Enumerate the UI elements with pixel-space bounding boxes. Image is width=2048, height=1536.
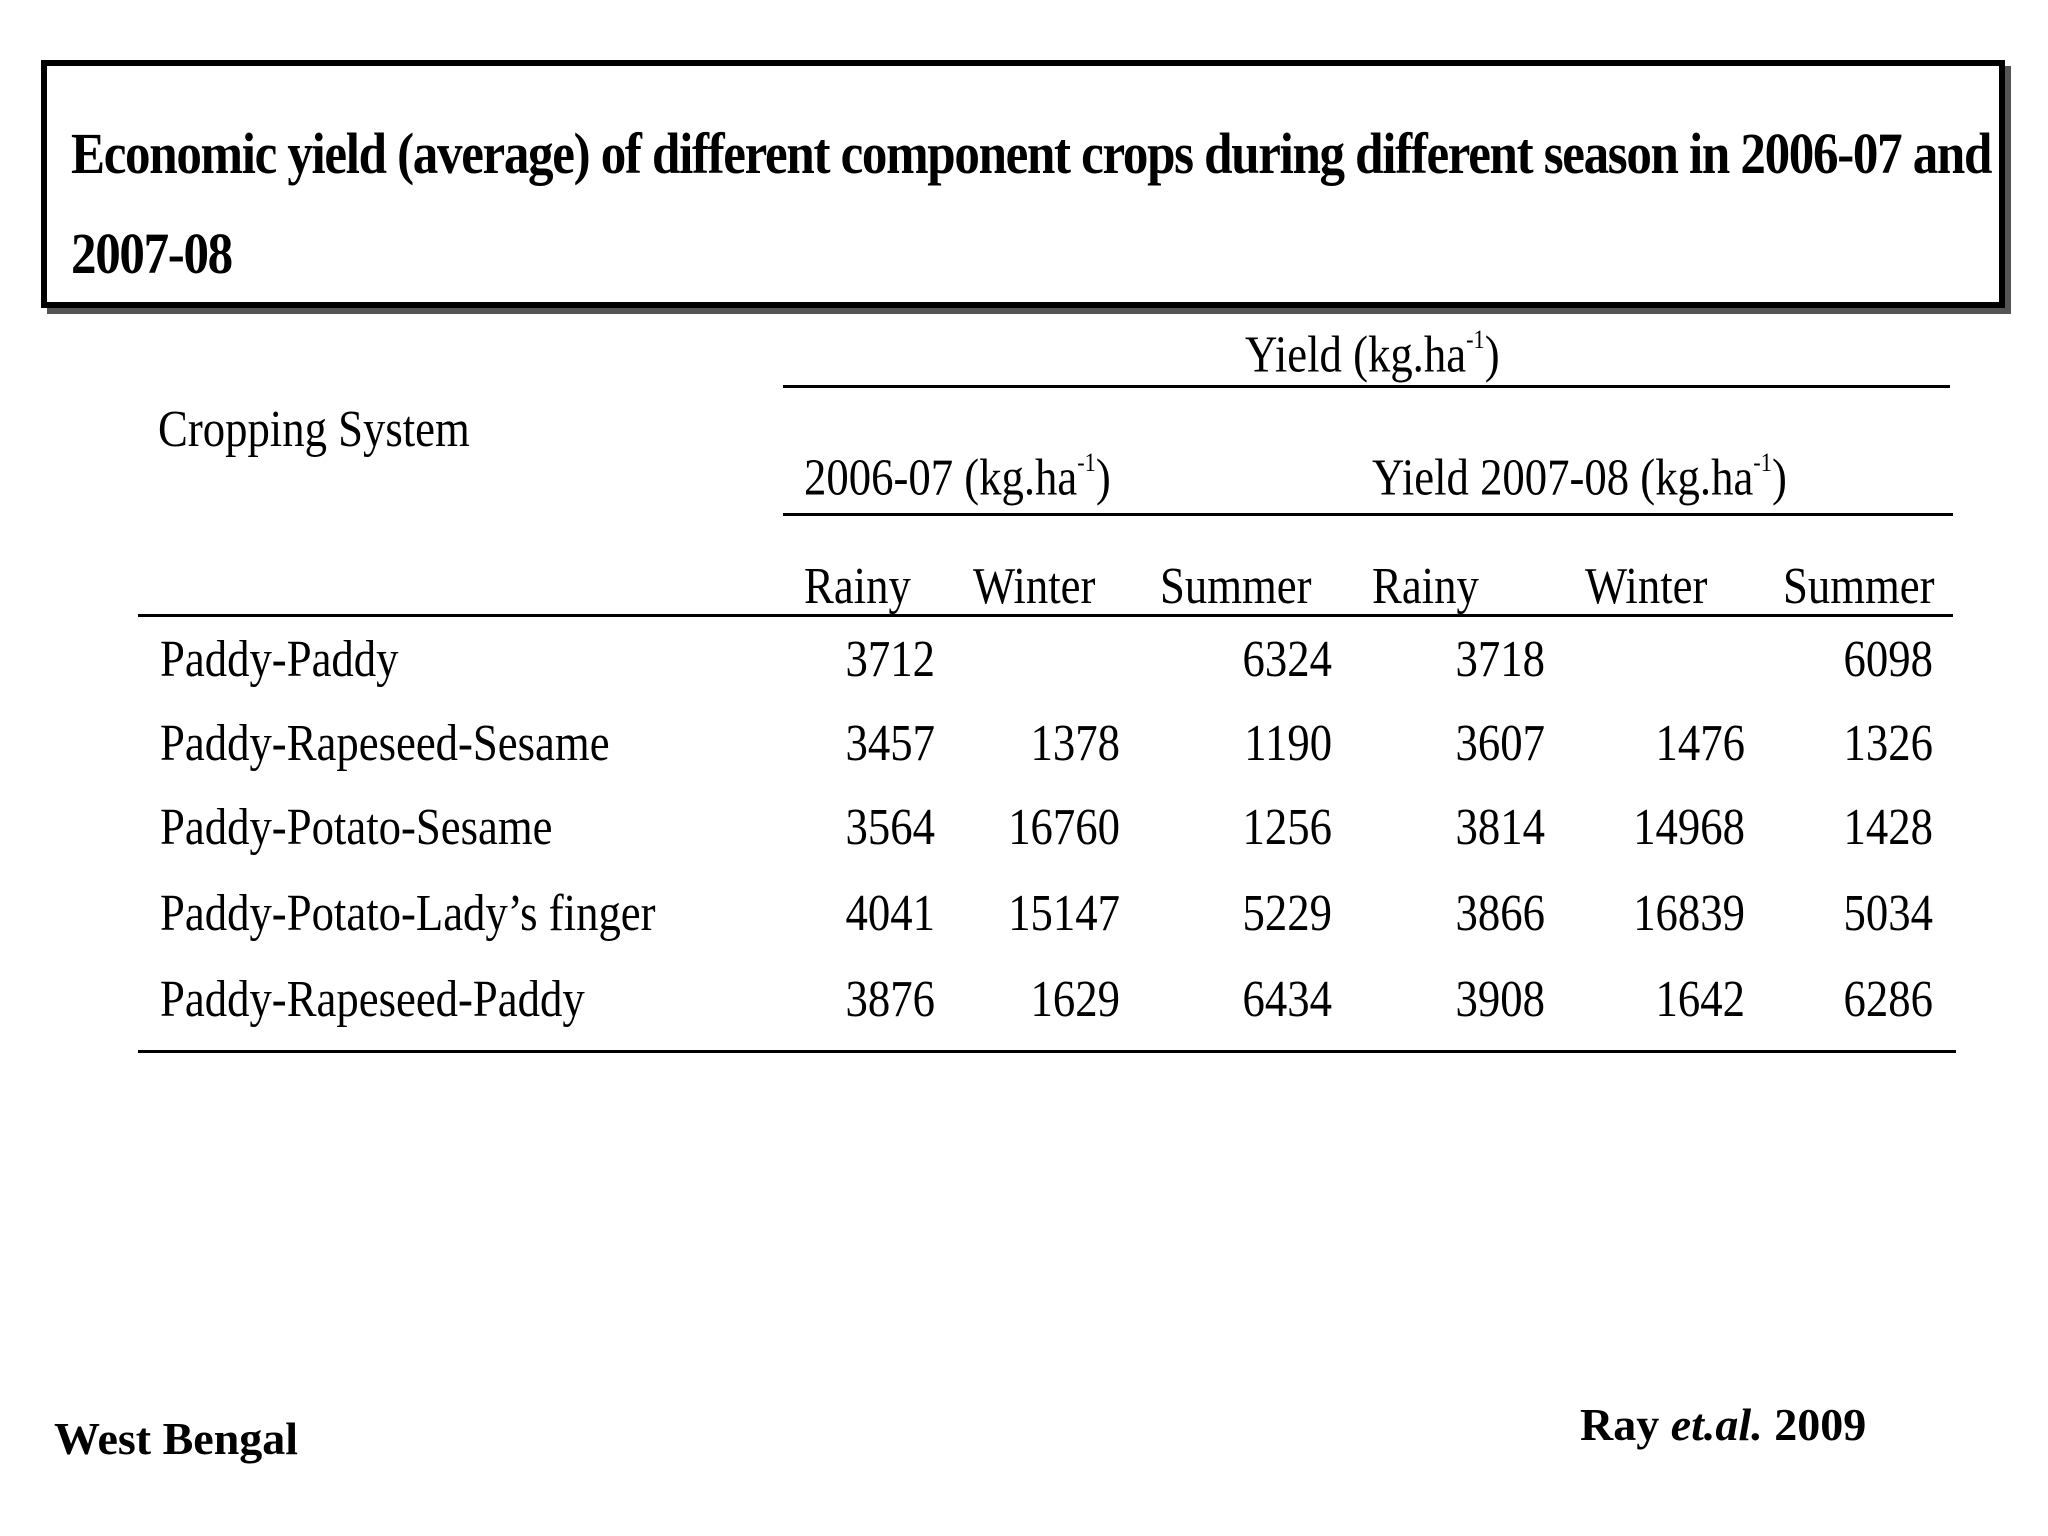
table-cell-value (1773, 630, 1933, 689)
season-header: Winter (1585, 558, 1708, 615)
yield-value: 3908 (1455, 971, 1545, 1028)
table-cell-value (1172, 884, 1332, 943)
cropping-system-name: Paddy-Rapeseed-Paddy (160, 971, 585, 1028)
region-label: West Bengal (54, 1413, 299, 1464)
yield-value: 6098 (1843, 631, 1933, 688)
yield-value: 14968 (1633, 799, 1745, 856)
year1-header-close: ) (1095, 449, 1111, 507)
table-row-label (160, 630, 437, 689)
table-cell-value (1172, 714, 1332, 773)
row-header-label: Cropping System (158, 401, 470, 458)
table-cell-value (1585, 798, 1745, 857)
table-row-label (160, 970, 654, 1029)
row-header (158, 400, 521, 459)
header-bottom-rule (138, 614, 1953, 617)
table-row-label (160, 884, 736, 943)
yield-value: 3607 (1455, 715, 1545, 772)
season-header: Winter (973, 558, 1096, 615)
yield-value: 3866 (1455, 885, 1545, 942)
table-cell-value (960, 630, 1120, 689)
year2-header (1372, 448, 1854, 507)
yield-value: 16839 (1633, 885, 1745, 942)
table-cell-value (1773, 798, 1933, 857)
table-cell-value (775, 630, 935, 689)
season-header: Summer (1160, 558, 1312, 615)
year2-header-text: Yield 2007-08 (kg.ha (1372, 449, 1754, 507)
citation-year: 2009 (1762, 1399, 1867, 1450)
table-cell-value (1773, 884, 1933, 943)
citation-etal: et.al. (1670, 1399, 1763, 1450)
table-cell-value (960, 970, 1120, 1029)
group-header-rule (783, 385, 1950, 388)
season-header: Rainy (1372, 558, 1479, 615)
yield-value: 5229 (1242, 885, 1332, 942)
table-cell-value (1385, 630, 1545, 689)
yield-value: 3564 (845, 799, 935, 856)
year1-header (804, 448, 1161, 507)
table-cell-value (775, 714, 935, 773)
yield-value: 1378 (1030, 715, 1120, 772)
yield-value: 4041 (845, 885, 935, 942)
table-cell-value (775, 798, 935, 857)
table-cell-value (1773, 970, 1933, 1029)
table-cell-value (960, 714, 1120, 773)
table-cell-value (1172, 970, 1332, 1029)
group-header (1245, 325, 1541, 384)
yield-value: 5034 (1843, 885, 1933, 942)
table-cell-value (775, 970, 935, 1029)
table-cell-value (1585, 970, 1745, 1029)
citation (1580, 1398, 1866, 1451)
yield-value: 6324 (1242, 631, 1332, 688)
yield-value: 1256 (1242, 799, 1332, 856)
yield-value: 15147 (1008, 885, 1120, 942)
yield-value: 16760 (1008, 799, 1120, 856)
yield-value: 3457 (845, 715, 935, 772)
slide-title: Economic yield (average) of different component crops during different season in 2006-07 and 2007-08 (71, 121, 1992, 286)
table-cell-value (960, 798, 1120, 857)
yield-value: 1629 (1030, 971, 1120, 1028)
yield-value: 1428 (1843, 799, 1933, 856)
citation-author: Ray (1580, 1399, 1671, 1450)
cropping-system-name: Paddy-Potato-Lady’s finger (160, 885, 656, 942)
yield-value: 3876 (845, 971, 935, 1028)
table-cell-value (1773, 714, 1933, 773)
yield-value: 3814 (1455, 799, 1545, 856)
table-cell-value (1385, 714, 1545, 773)
table-row-label (160, 714, 683, 773)
yield-value: 1642 (1655, 971, 1745, 1028)
title-box (41, 60, 2005, 308)
cropping-system-name: Paddy-Rapeseed-Sesame (160, 715, 610, 772)
yield-value: 1190 (1244, 715, 1332, 772)
table-cell-value (960, 884, 1120, 943)
table-cell-value (1385, 798, 1545, 857)
table-cell-value (775, 884, 935, 943)
year1-header-sup: -1 (1077, 448, 1096, 477)
table-bottom-rule (138, 1050, 1956, 1053)
group-header-sup: -1 (1466, 325, 1485, 354)
year1-header-text: 2006-07 (kg.ha (804, 449, 1078, 507)
cropping-system-name: Paddy-Potato-Sesame (160, 799, 553, 856)
yield-value: 1326 (1843, 715, 1933, 772)
group-header-text: Yield (kg.ha (1245, 326, 1467, 384)
yield-value: 6434 (1242, 971, 1332, 1028)
yield-value: 1476 (1655, 715, 1745, 772)
cropping-system-name: Paddy-Paddy (160, 631, 399, 688)
table-cell-value (1585, 884, 1745, 943)
table-cell-value (1172, 798, 1332, 857)
season-header: Summer (1783, 558, 1935, 615)
year2-header-close: ) (1771, 449, 1787, 507)
yield-value: 3718 (1455, 631, 1545, 688)
year-header-rule (783, 513, 1953, 516)
year2-header-sup: -1 (1753, 448, 1772, 477)
table-cell-value (1585, 630, 1745, 689)
table-cell-value (1172, 630, 1332, 689)
yield-value: 3712 (845, 631, 935, 688)
table-row-label (160, 798, 616, 857)
group-header-close: ) (1484, 326, 1500, 384)
yield-value: 6286 (1843, 971, 1933, 1028)
season-header: Rainy (804, 558, 911, 615)
table-cell-value (1585, 714, 1745, 773)
table-cell-value (1385, 884, 1545, 943)
table-cell-value (1385, 970, 1545, 1029)
